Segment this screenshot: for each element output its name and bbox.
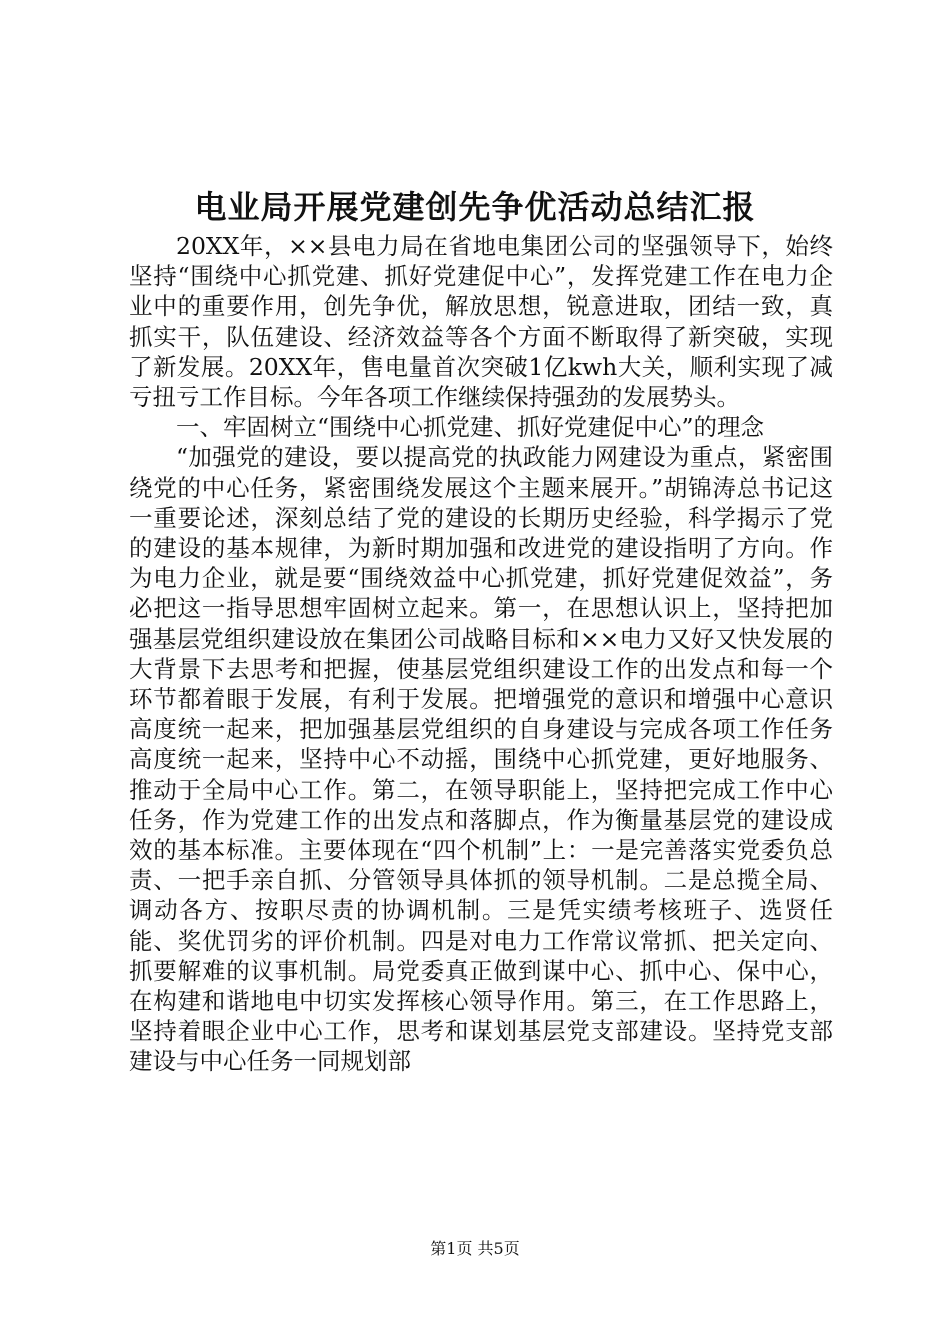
page-footer: 第1页 共5页 [430, 1239, 520, 1258]
paragraph-intro: 20XX年，××县电力局在省地电集团公司的坚强领导下，始终坚持“围绕中心抓党建、抓好党建促中心”，发挥党建工作在电力企业中的重要作用，创先争优，解放思想，锐意进取，团结一致，真抓实干，队伍建设、经济效益等各个方面不断取得了新突破，实现了新发展。20XX年，售电量首次突破1亿kwh大关，顺利实现了减亏扭亏工作目标。今年各项工作继续保持强劲的发展势头。 [129, 232, 833, 412]
document-body [129, 231, 833, 1077]
document-title: 电业局开展党建创先争优活动总结汇报 [194, 188, 756, 226]
section-heading-1: 一、牢固树立“围绕中心抓党建、抓好党建促中心”的理念 [176, 413, 765, 442]
paragraph-section-1: “加强党的建设，要以提高党的执政能力网建设为重点，紧密围绕党的中心任务，紧密围绕发展这个主题来展开。”胡锦涛总书记这一重要论述，深刻总结了党的建设的长期历史经验，科学揭示了党的建设的基本规律，为新时期加强和改进党的建设指明了方向。作为电力企业，就是要“围绕效益中心抓党建，抓好党建促效益”，务必把这一指导思想牢固树立起来。第一，在思想认识上，坚持把加强基层党组织建设放在集团公司战略目标和××电力又好又快发展的大背景下去思考和把握，使基层党组织建设工作的出发点和每一个环节都着眼于发展，有利于发展。把增强党的意识和增强中心意识高度统一起来，把加强基层党组织的自身建设与完成各项工作任务高度统一起来，坚持中心不动摇，围绕中心抓党建，更好地服务、推动于全局中心工作。第二，在领导职能上，坚持把完成工作中心任务，作为党建工作的出发点和落脚点，作为衡量基层党的建设成效的基本标准。主要体现在“四个机制”上：一是完善落实党委负总责、一把手亲自抓、分管领导具体抓的领导机制。二是总揽全局、调动各方、按职尽责的协调机制。三是凭实绩考核班子、选贤任能、奖优罚劣的评价机制。四是对电力工作常议常抓、把关定向、抓要解难的议事机制。局党委真正做到谋中心、抓中心、保中心，在构建和谐地电中切实发挥核心领导作用。第三，在工作思路上，坚持着眼企业中心工作，思考和谋划基层党支部建设。坚持党支部建设与中心任务一同规划部 [129, 443, 833, 1076]
